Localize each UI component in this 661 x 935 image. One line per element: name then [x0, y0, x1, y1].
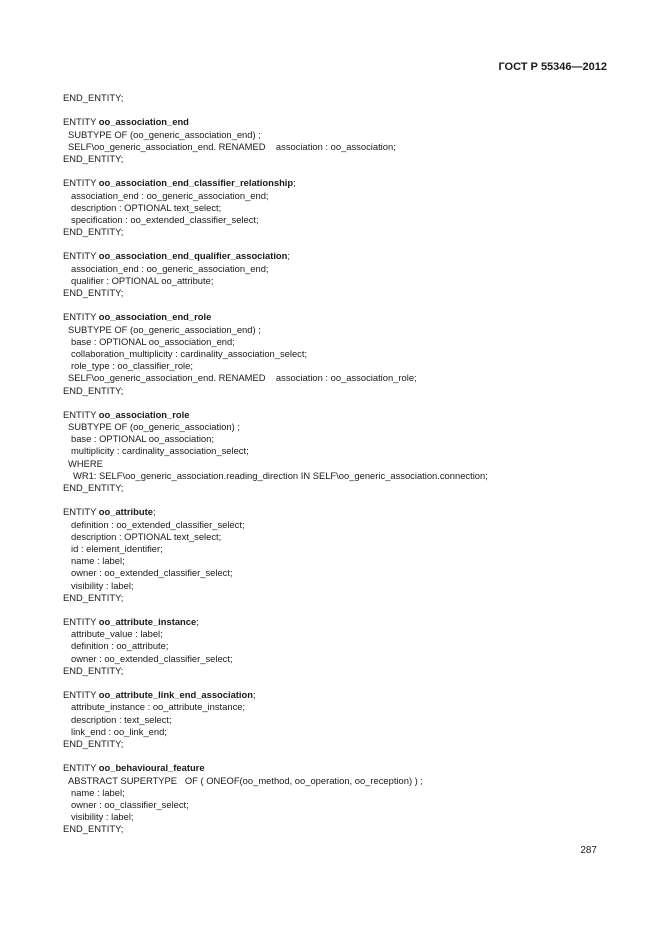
- code-line: [63, 348, 488, 360]
- entity-name: oo_association_end: [98, 116, 189, 128]
- blank-line: [63, 494, 488, 506]
- code-text: attribute_instance : oo_attribute_instance;: [71, 701, 246, 713]
- code-text: attribute_value : label;: [71, 628, 163, 640]
- code-text: ENTITY: [63, 689, 99, 701]
- blank-line: [63, 397, 488, 409]
- code-text: description : OPTIONAL text_select;: [71, 530, 222, 542]
- code-text: id : element_identifier;: [71, 542, 163, 554]
- code-text: definition : oo_extended_classifier_select;: [71, 518, 245, 530]
- code-text: SUBTYPE OF (oo_generic_association_end) ;: [68, 128, 261, 140]
- code-text: name : label;: [71, 786, 125, 798]
- code-terminator: ;: [152, 506, 156, 518]
- blank-line: [63, 750, 488, 762]
- code-line: [63, 324, 488, 336]
- code-text: visibility : label;: [71, 579, 134, 591]
- code-terminator: ;: [293, 177, 296, 189]
- code-line: [63, 726, 488, 738]
- code-line: [63, 360, 488, 372]
- code-line: [63, 519, 488, 531]
- code-text: SUBTYPE OF (oo_generic_association_end) ;: [68, 323, 261, 335]
- code-text: WHERE: [68, 457, 103, 469]
- code-text: definition : oo_attribute;: [71, 640, 169, 652]
- code-line: [63, 458, 488, 470]
- code-text: END_ENTITY;: [63, 92, 124, 103]
- code-terminator: ;: [287, 250, 290, 262]
- code-text: END_ENTITY;: [63, 482, 124, 493]
- code-line: [63, 701, 488, 713]
- code-text: ENTITY: [63, 762, 99, 774]
- code-text: multiplicity : cardinality_association_select;: [71, 445, 249, 457]
- code-text: ENTITY: [63, 177, 99, 189]
- code-line: [63, 787, 488, 799]
- code-text: owner : oo_extended_classifier_select;: [71, 652, 233, 664]
- entity-declaration-line: [63, 762, 488, 774]
- code-line: [63, 738, 488, 750]
- code-text: description : OPTIONAL text_select;: [71, 201, 222, 213]
- code-text: END_ENTITY;: [63, 591, 124, 603]
- entity-name: oo_association_end_qualifier_association: [98, 250, 288, 262]
- code-text: ENTITY: [63, 250, 99, 262]
- code-line: [63, 190, 488, 202]
- code-line: [63, 92, 488, 104]
- entity-declaration-line: [63, 177, 488, 189]
- code-text: ABSTRACT SUPERTYPE OF ( ONEOF(oo_method, oo_operation, oo_reception) ) ;: [68, 774, 424, 786]
- code-text: END_ENTITY;: [63, 287, 124, 298]
- code-line: [63, 226, 488, 238]
- code-line: [63, 775, 488, 787]
- code-line: [63, 433, 488, 445]
- blank-line: [63, 238, 488, 250]
- entity-declaration-line: [63, 409, 488, 421]
- page-number: 287: [580, 845, 597, 856]
- code-line: [63, 153, 488, 165]
- blank-line: [63, 165, 488, 177]
- entity-declaration-line: [63, 689, 488, 701]
- blank-line: [63, 104, 488, 116]
- code-line: [63, 653, 488, 665]
- code-text: WR1: SELF\oo_generic_association.reading_direction IN SELF\oo_generic_association.connection;: [73, 469, 488, 481]
- entity-name: oo_attribute: [98, 506, 153, 518]
- code-line: [63, 543, 488, 555]
- code-line: [63, 421, 488, 433]
- code-text: base : OPTIONAL oo_association;: [71, 433, 214, 445]
- entity-declaration-line: [63, 616, 488, 628]
- code-text: association_end : oo_generic_association_end;: [71, 189, 269, 201]
- code-line: [63, 592, 488, 604]
- code-terminator: ;: [253, 689, 256, 701]
- code-text: association_end : oo_generic_association_end;: [71, 262, 269, 274]
- code-line: [63, 385, 488, 397]
- code-text: specification : oo_extended_classifier_select;: [71, 213, 259, 225]
- code-text: SUBTYPE OF (oo_generic_association) ;: [68, 421, 240, 433]
- entity-name: oo_behavioural_feature: [98, 762, 205, 774]
- code-text: base : OPTIONAL oo_association_end;: [71, 335, 235, 347]
- code-text: name : label;: [71, 555, 125, 567]
- code-text: END_ENTITY;: [63, 737, 124, 749]
- code-text: SELF\oo_generic_association_end. RENAMED association : oo_association;: [68, 140, 396, 152]
- entity-name: oo_association_end_role: [98, 311, 212, 323]
- document-header-standard-number: ГОСТ Р 55346—2012: [498, 61, 607, 73]
- code-line: [63, 628, 488, 640]
- code-text: SELF\oo_generic_association_end. RENAMED association : oo_association_role;: [68, 372, 417, 384]
- code-text: collaboration_multiplicity : cardinality_association_select;: [71, 347, 308, 359]
- code-line: [63, 823, 488, 835]
- code-text: END_ENTITY;: [63, 664, 124, 676]
- express-schema-listing: [63, 92, 488, 835]
- code-line: [63, 580, 488, 592]
- code-line: [63, 141, 488, 153]
- code-text: END_ENTITY;: [63, 226, 124, 238]
- code-text: END_ENTITY;: [63, 384, 124, 396]
- code-line: [63, 287, 488, 299]
- code-line: [63, 336, 488, 348]
- code-line: [63, 445, 488, 457]
- code-line: [63, 129, 488, 141]
- entity-name: oo_attribute_link_end_association: [98, 689, 253, 701]
- code-text: role_type : oo_classifier_role;: [71, 360, 193, 372]
- code-line: [63, 811, 488, 823]
- code-text: END_ENTITY;: [63, 152, 124, 164]
- code-line: [63, 214, 488, 226]
- blank-line: [63, 604, 488, 616]
- code-terminator: ;: [196, 616, 199, 628]
- entity-declaration-line: [63, 116, 488, 128]
- code-text: owner : oo_extended_classifier_select;: [71, 567, 233, 579]
- code-line: [63, 799, 488, 811]
- code-line: [63, 714, 488, 726]
- code-text: visibility : label;: [71, 811, 134, 823]
- entity-name: oo_association_end_classifier_relationship: [98, 177, 294, 189]
- code-text: link_end : oo_link_end;: [71, 725, 167, 737]
- code-line: [63, 202, 488, 214]
- entity-declaration-line: [63, 250, 488, 262]
- code-text: END_ENTITY;: [63, 823, 124, 835]
- code-line: [63, 640, 488, 652]
- blank-line: [63, 677, 488, 689]
- code-text: ENTITY: [63, 616, 99, 628]
- code-text: ENTITY: [63, 116, 99, 128]
- code-line: [63, 470, 488, 482]
- code-text: description : text_select;: [71, 713, 172, 725]
- code-text: ENTITY: [63, 311, 99, 323]
- code-text: qualifier : OPTIONAL oo_attribute;: [71, 274, 214, 286]
- code-text: ENTITY: [63, 408, 99, 420]
- code-text: owner : oo_classifier_select;: [71, 798, 189, 810]
- code-line: [63, 555, 488, 567]
- code-line: [63, 665, 488, 677]
- blank-line: [63, 299, 488, 311]
- code-line: [63, 482, 488, 494]
- code-line: [63, 567, 488, 579]
- code-line: [63, 372, 488, 384]
- entity-declaration-line: [63, 311, 488, 323]
- entity-declaration-line: [63, 506, 488, 518]
- code-text: ENTITY: [63, 506, 99, 518]
- code-line: [63, 531, 488, 543]
- code-line: [63, 263, 488, 275]
- entity-name: oo_association_role: [98, 408, 190, 420]
- code-line: [63, 275, 488, 287]
- entity-name: oo_attribute_instance: [98, 616, 197, 628]
